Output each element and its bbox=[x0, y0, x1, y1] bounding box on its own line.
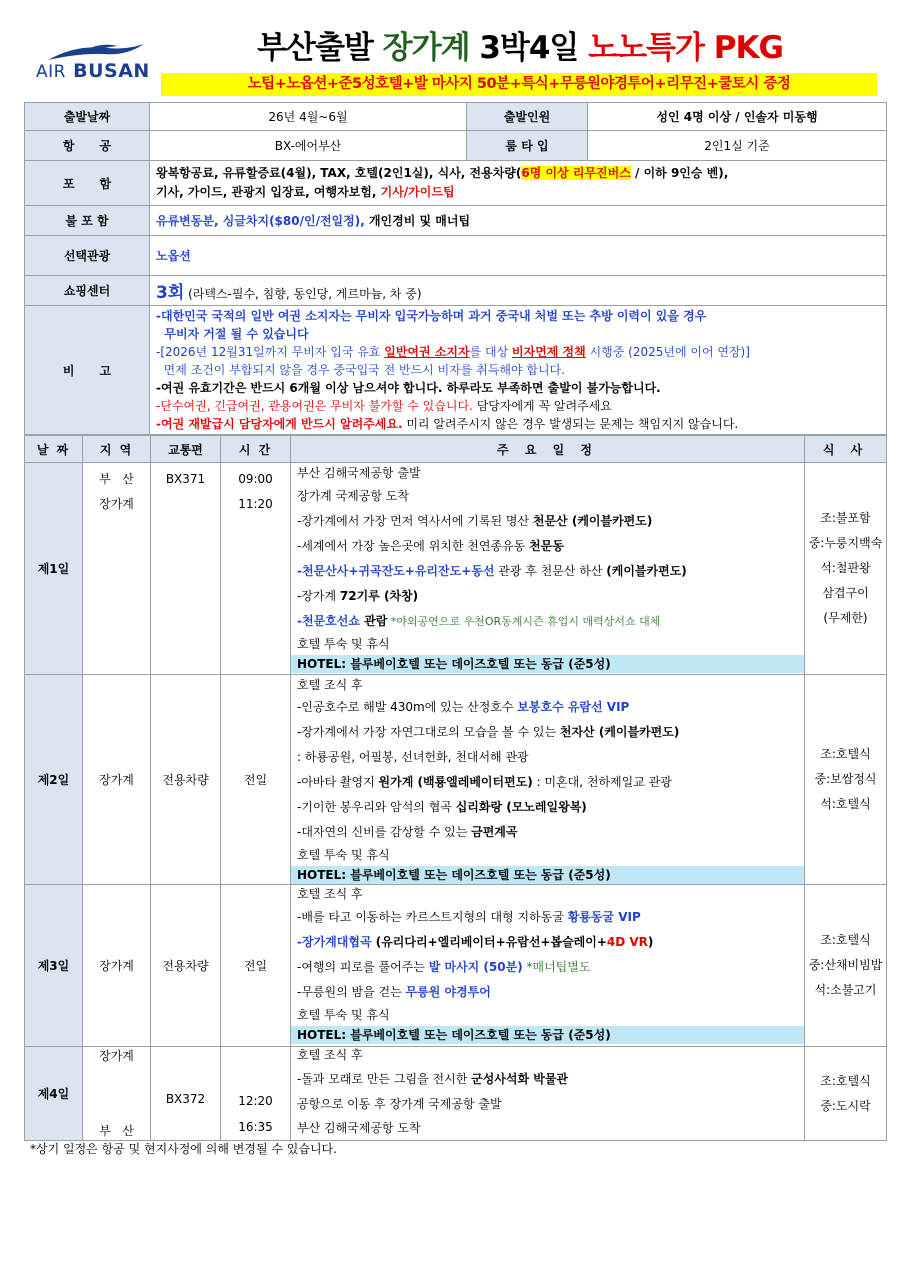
itinerary-line bbox=[291, 720, 804, 745]
remark-3a: -[2026년 12월31일까지 무비자 입국 유효 bbox=[156, 345, 385, 359]
itinerary-line: 공항으로 이동 후 장가계 국제공항 출발 bbox=[297, 1097, 502, 1111]
itinerary-line: 호텔 투숙 및 휴식 bbox=[297, 848, 390, 862]
itinerary-line: 호텔 조식 후 bbox=[297, 887, 363, 901]
option-value: 노옵션 bbox=[150, 236, 887, 276]
day-transport: 전용차량 bbox=[151, 885, 221, 1047]
title-part2: 장가계 bbox=[382, 30, 470, 66]
text: -여행의 피로를 풀어주는 bbox=[297, 960, 429, 974]
remark-text bbox=[150, 306, 887, 435]
day-label: 제4일 bbox=[25, 1047, 83, 1141]
itinerary-line bbox=[291, 930, 804, 955]
exclude-b: 개인경비 및 매너팁 bbox=[364, 214, 471, 228]
day-time: 전일 bbox=[221, 675, 291, 885]
meal-lunch: 중:누룽지백숙 bbox=[808, 536, 883, 550]
itinerary-line bbox=[291, 534, 804, 559]
hotel-line: HOTEL: 블루베이호텔 또는 데이즈호텔 또는 동급 (준5성) bbox=[291, 1026, 804, 1044]
day-meals bbox=[805, 675, 887, 885]
exclude-a: 유류변동분, 싱글차지($80/인/전일정), bbox=[156, 214, 365, 228]
itinerary-line bbox=[291, 584, 804, 609]
include-a: 왕복항공료, 유류할증료(4월), TAX, 호텔(2인1실), 식사, 전용차량( bbox=[156, 166, 522, 180]
highlight: (케이블카편도) bbox=[606, 564, 687, 578]
remark-7a: -여권 재발급시 담당자에게 반드시 알려주세요. bbox=[156, 417, 403, 431]
itinerary-line bbox=[291, 1067, 804, 1092]
itinerary-line bbox=[291, 795, 804, 820]
meal-dinner: 석:호텔식 bbox=[820, 797, 871, 811]
day-row-4 bbox=[25, 1047, 887, 1141]
day-transport: 전용차량 bbox=[151, 675, 221, 885]
day-meals bbox=[805, 463, 887, 675]
head-transport: 교통편 bbox=[151, 436, 221, 463]
include-text bbox=[150, 161, 887, 206]
depart-people: 성인 4명 이상 / 인솔자 미동행 bbox=[588, 103, 887, 131]
meal-lunch: 중:도시락 bbox=[820, 1098, 871, 1113]
day-meals bbox=[805, 1047, 887, 1141]
region-1: 부 산 bbox=[99, 472, 134, 486]
itinerary-line bbox=[291, 559, 804, 584]
region-2: 장가계 bbox=[99, 497, 134, 511]
text: -무릉원의 밤을 걷는 bbox=[297, 985, 406, 999]
day-region: 장가계 bbox=[83, 885, 151, 1047]
highlight: ) bbox=[647, 935, 654, 949]
day-label: 제3일 bbox=[25, 885, 83, 1047]
schedule-table bbox=[24, 435, 887, 1141]
itinerary-line: 부산 김해국제공항 도착 bbox=[297, 1121, 421, 1135]
remark-line-4: 면제 조건이 부합되지 않을 경우 중국입국 전 반드시 비자를 취득해야 합니다. bbox=[156, 363, 565, 377]
itinerary-line bbox=[291, 695, 804, 720]
highlight: 발 마사지 (50분) bbox=[428, 960, 523, 974]
exclude-text bbox=[150, 206, 887, 236]
itinerary-line bbox=[291, 770, 804, 795]
depart-people-label: 출발인원 bbox=[467, 103, 588, 131]
remark-6a: -단수여권, 긴급여권, 관용여권은 무비자 불가할 수 있습니다. bbox=[156, 399, 473, 413]
air-busan-logo bbox=[36, 40, 151, 85]
day-time bbox=[221, 1047, 291, 1141]
remark-3c: 를 대상 bbox=[469, 345, 513, 359]
remark-line-2: 무비자 거절 될 수 있습니다 bbox=[156, 327, 309, 341]
itinerary-line: 호텔 투숙 및 휴식 bbox=[297, 1008, 390, 1022]
day-time: 전일 bbox=[221, 885, 291, 1047]
itinerary-line: 호텔 투숙 및 휴식 bbox=[297, 637, 390, 651]
day-transport: BX371 bbox=[151, 463, 221, 675]
itinerary-line: : 하룡공원, 어필봉, 선녀헌화, 천대서해 관광 bbox=[297, 750, 529, 764]
highlight: 금편계곡 bbox=[471, 825, 518, 839]
highlight: -천문호선쇼 bbox=[297, 614, 365, 628]
shop-label: 쇼핑센터 bbox=[25, 276, 150, 306]
region-2: 부 산 bbox=[99, 1124, 134, 1138]
head-meal: 식 사 bbox=[805, 436, 887, 463]
room-type: 2인1실 기준 bbox=[588, 131, 887, 161]
itinerary-line bbox=[291, 980, 804, 1005]
include-e: 기사/가이드팁 bbox=[380, 185, 455, 199]
remark-line-3 bbox=[156, 343, 880, 361]
text: -장가계 bbox=[297, 589, 340, 603]
day-transport: BX372 bbox=[151, 1047, 221, 1141]
footnote: *상기 일정은 항공 및 현지사정에 의해 변경될 수 있습니다. bbox=[30, 1142, 337, 1156]
meal-lunch: 중:산채비빔밥 bbox=[808, 958, 883, 972]
include-c: / 이하 9인승 벤), bbox=[630, 166, 729, 180]
day-itinerary bbox=[291, 885, 805, 1047]
itinerary-line bbox=[291, 609, 804, 634]
day-itinerary bbox=[291, 463, 805, 675]
head-date: 날 짜 bbox=[25, 436, 83, 463]
day-row-2 bbox=[25, 675, 887, 885]
highlight: 천문동 bbox=[529, 539, 564, 553]
day-row-1 bbox=[25, 463, 887, 675]
info-table bbox=[24, 102, 887, 435]
itinerary-line bbox=[291, 820, 804, 845]
itinerary-line: 호텔 조식 후 bbox=[297, 678, 363, 692]
text: : 미혼대, 천하제일교 관광 bbox=[532, 775, 672, 789]
remark-label: 비 고 bbox=[25, 306, 150, 435]
day-meals bbox=[805, 885, 887, 1047]
note: *매너팁별도 bbox=[522, 960, 591, 974]
text: -세계에서 가장 높은곳에 위치한 천연종유동 bbox=[297, 539, 530, 553]
remark-6b: 담당자에게 꼭 알려주세요 bbox=[472, 399, 612, 413]
time-2: 11:20 bbox=[238, 497, 273, 511]
page-title bbox=[160, 22, 880, 67]
remark-line-1: -대한민국 국적의 일반 여권 소지자는 무비자 입국가능하며 과거 중국내 처벌 또는 추방 이력이 있을 경우 bbox=[156, 309, 707, 323]
time-1: 12:20 bbox=[238, 1094, 273, 1108]
day-itinerary bbox=[291, 1047, 805, 1141]
note: *야외공연으로 우천OR동계시즌 휴업시 매력상서쇼 대체 bbox=[387, 615, 661, 628]
head-region: 지 역 bbox=[83, 436, 151, 463]
day-region bbox=[83, 1047, 151, 1141]
highlight: 십리화랑 (모노레일왕복) bbox=[455, 800, 587, 814]
hotel-line: HOTEL: 블루베이호텔 또는 데이즈호텔 또는 동급 (준5성) bbox=[291, 655, 804, 673]
remark-3e: 시행중 (2025년에 이어 연장)] bbox=[585, 345, 750, 359]
itinerary-line: 부산 김해국제공항 출발 bbox=[297, 466, 421, 480]
logo-busan: BUSAN bbox=[73, 60, 150, 82]
meal-breakfast: 조:불포함 bbox=[820, 511, 871, 525]
meal-dinner: 석:소불고기 bbox=[814, 983, 877, 997]
include-d: 기사, 가이드, 관광지 입장료, 여행자보험, bbox=[156, 185, 381, 199]
logo-text bbox=[36, 60, 150, 82]
head-time: 시 간 bbox=[221, 436, 291, 463]
time-2: 16:35 bbox=[238, 1120, 273, 1134]
airline: BX-에어부산 bbox=[150, 131, 467, 161]
meal-breakfast: 조:호텔식 bbox=[820, 1073, 871, 1088]
text: -돌과 모래로 만든 그림을 전시한 bbox=[297, 1072, 472, 1086]
meal-breakfast: 조:호텔식 bbox=[820, 933, 871, 947]
head-itinerary: 주 요 일 정 bbox=[291, 436, 805, 463]
airline-label: 항 공 bbox=[25, 131, 150, 161]
highlight: 무릉원 야경투어 bbox=[405, 985, 491, 999]
text: -배를 타고 이동하는 카르스트지형의 대형 지하동굴 bbox=[297, 910, 568, 924]
day-time bbox=[221, 463, 291, 675]
day-region: 장가계 bbox=[83, 675, 151, 885]
highlight: -장가계대협곡 bbox=[297, 935, 376, 949]
text: -인공호수로 해발 430m에 있는 산정호수 bbox=[297, 700, 518, 714]
highlight: 보봉호수 유람선 VIP bbox=[517, 700, 630, 714]
itinerary-line: 장가계 국제공항 도착 bbox=[297, 489, 409, 503]
title-part3: 3박4일 bbox=[479, 30, 579, 66]
itinerary-line: 호텔 조식 후 bbox=[297, 1048, 363, 1062]
remark-line-5: -여권 유효기간은 반드시 6개월 이상 남으셔야 합니다. 하루라도 부족하면 출발이 불가능합니다. bbox=[156, 381, 661, 395]
depart-date: 26년 4월~6월 bbox=[150, 103, 467, 131]
remark-3d: 비자면제 정책 bbox=[512, 345, 586, 359]
meal-breakfast: 조:호텔식 bbox=[820, 747, 871, 761]
day-region bbox=[83, 463, 151, 675]
shop-count: 3회 bbox=[156, 283, 185, 303]
remark-3b: 일반여권 소지자 bbox=[384, 345, 470, 359]
room-label: 룸 타 입 bbox=[467, 131, 588, 161]
title-part4: 노노특가 PKG bbox=[588, 30, 783, 66]
meal-dinner: 석:철판왕 bbox=[820, 561, 871, 575]
text: -대자연의 신비를 감상할 수 있는 bbox=[297, 825, 472, 839]
remark-line-6 bbox=[156, 397, 880, 415]
highlight: -천문산사+귀곡잔도+유리잔도+동선 bbox=[297, 564, 495, 578]
day-itinerary bbox=[291, 675, 805, 885]
text: -장가계에서 가장 자연그대로의 모습을 볼 수 있는 bbox=[297, 725, 560, 739]
text: -장가계에서 가장 먼저 역사서에 기록된 명산 bbox=[297, 514, 533, 528]
subtitle-banner: 노팁+노옵션+준5성호텔+발 마사지 50분+특식+무릉원야경투어+리무진+쿨토시 증정 bbox=[161, 73, 877, 96]
meal-lunch: 중:보쌈정식 bbox=[814, 772, 877, 786]
highlight: 관람 bbox=[364, 614, 388, 628]
day-label: 제2일 bbox=[25, 675, 83, 885]
highlight: 원가계 (백룡엘레베이터편도) bbox=[378, 775, 533, 789]
region-1: 장가계 bbox=[99, 1049, 134, 1063]
itinerary-line bbox=[291, 905, 804, 930]
itinerary-line bbox=[291, 509, 804, 534]
highlight: (유리다리+엘리베이터+유람선+봅슬레이+ bbox=[375, 935, 607, 949]
meal-dinner-2: 삼겹구이 bbox=[822, 586, 869, 600]
highlight: 천자산 (케이블카편도) bbox=[559, 725, 680, 739]
highlight: 황룡동굴 VIP bbox=[567, 910, 641, 924]
meal-dinner-3: (무제한) bbox=[823, 611, 868, 625]
itinerary-line bbox=[291, 955, 804, 980]
depart-date-label: 출발날짜 bbox=[25, 103, 150, 131]
title-part1: 부산출발 bbox=[257, 30, 373, 66]
shop-detail: (라텍스-필수, 침향, 동인당, 게르마늄, 차 중) bbox=[184, 287, 422, 301]
day-label: 제1일 bbox=[25, 463, 83, 675]
highlight: 군성사석화 박물관 bbox=[471, 1072, 569, 1086]
text: -아바타 촬영지 bbox=[297, 775, 379, 789]
time-1: 09:00 bbox=[238, 472, 273, 486]
highlight: 4D VR bbox=[606, 935, 648, 949]
highlight: 천문산 (케이블카편도) bbox=[532, 514, 653, 528]
remark-7b: 미리 알려주시지 않은 경우 발생되는 문제는 책임지지 않습니다. bbox=[402, 417, 739, 431]
exclude-label: 불 포 함 bbox=[25, 206, 150, 236]
option-label: 선택관광 bbox=[25, 236, 150, 276]
highlight: 72기루 (차창) bbox=[339, 589, 419, 603]
shop-text bbox=[150, 276, 887, 306]
hotel-line: HOTEL: 블루베이호텔 또는 데이즈호텔 또는 동급 (준5성) bbox=[291, 866, 804, 884]
include-label: 포 함 bbox=[25, 161, 150, 206]
include-b: 6명 이상 리무진버스 bbox=[521, 166, 631, 180]
text: 관광 후 천문산 하산 bbox=[494, 564, 607, 578]
text: -기이한 봉우리와 암석의 협곡 bbox=[297, 800, 456, 814]
day-row-3 bbox=[25, 885, 887, 1047]
logo-air: AIR bbox=[36, 62, 66, 82]
remark-line-7 bbox=[156, 415, 880, 433]
